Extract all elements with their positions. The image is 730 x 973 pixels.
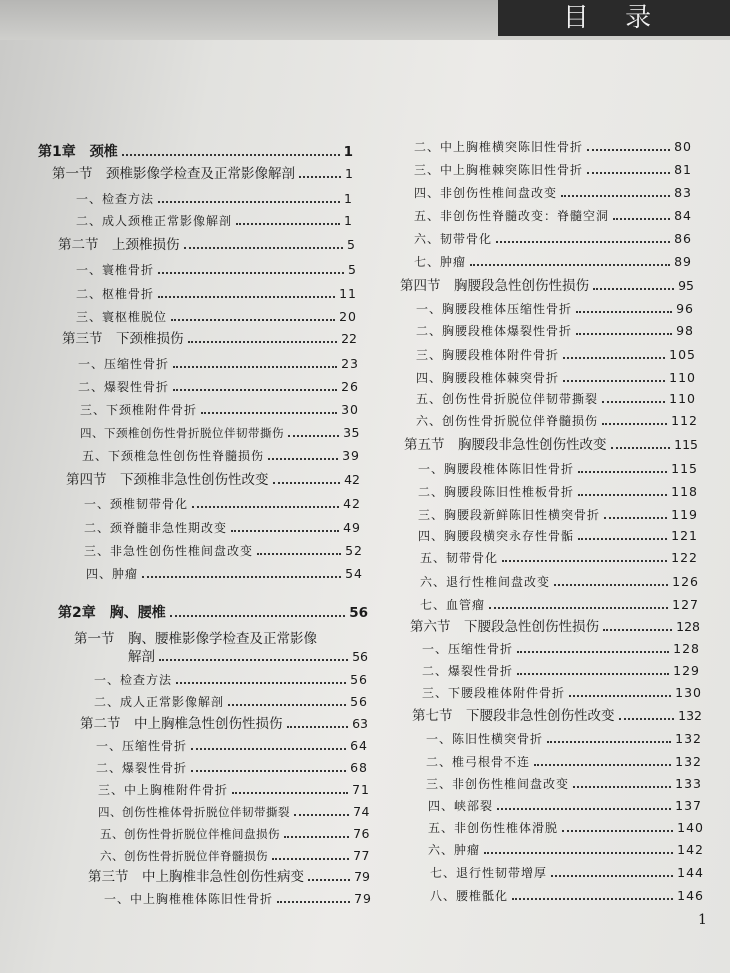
toc-section: 第二节 中上胸椎急性创伤性损伤 63 <box>80 716 368 732</box>
toc-item: 六、肿瘤 142 <box>428 842 704 857</box>
toc-section: 第四节 下颈椎非急性创伤性改变 42 <box>66 472 360 488</box>
toc-item: 三、非创伤性椎间盘改变 133 <box>426 776 702 791</box>
toc-section: 第三节 下颈椎损伤 22 <box>62 331 357 347</box>
toc-item: 一、中上胸椎椎体陈旧性骨折 79 <box>104 891 372 906</box>
toc-section: 第七节 下腰段非急性创伤性改变 132 <box>412 708 702 724</box>
toc-item: 二、胸腰段椎体爆裂性骨折 98 <box>416 323 694 338</box>
toc-item: 一、胸腰段椎体陈旧性骨折 115 <box>418 461 698 476</box>
toc-item: 二、成人正常影像解剖 56 <box>94 694 368 709</box>
toc-item: 一、检查方法 1 <box>76 191 353 206</box>
toc-item: 七、退行性韧带增厚 144 <box>430 865 704 880</box>
toc-section: 第一节 颈椎影像学检查及正常影像解剖 1 <box>52 166 353 182</box>
toc-item: 五、非创伤性椎体滑脱 140 <box>428 820 704 835</box>
toc-section: 第五节 胸腰段非急性创伤性改变 115 <box>404 437 698 453</box>
toc-item: 四、非创伤性椎间盘改变 83 <box>414 185 692 200</box>
toc-title: 目 录 <box>498 0 730 36</box>
toc-item: 四、胸腰段横突永存性骨骺 121 <box>418 528 698 543</box>
toc-item: 五、韧带骨化 122 <box>420 550 698 565</box>
toc-item: 八、腰椎骶化 146 <box>430 888 704 903</box>
toc-item: 二、爆裂性骨折 129 <box>422 663 700 678</box>
toc-item: 一、压缩性骨折 64 <box>96 738 368 753</box>
page-number: 1 <box>698 912 707 928</box>
toc-item: 四、下颈椎创伤性骨折脱位伴韧带撕伤 35 <box>80 425 360 440</box>
toc-item: 四、创伤性椎体骨折脱位伴韧带撕裂 74 <box>98 804 370 819</box>
toc-item: 五、下颈椎急性创伤性脊髓损伤 39 <box>82 448 360 463</box>
toc-item: 一、压缩性骨折 23 <box>78 356 359 371</box>
toc-item: 六、创伤性骨折脱位伴脊髓损伤 112 <box>416 413 698 428</box>
toc-item: 四、胸腰段椎体棘突骨折 110 <box>416 370 696 385</box>
toc-item: 二、中上胸椎横突陈旧性骨折 80 <box>414 139 692 154</box>
toc-item: 五、创伤性骨折脱位伴椎间盘损伤 76 <box>100 826 370 841</box>
toc-section: 第六节 下腰段急性创伤性损伤 128 <box>410 619 700 635</box>
toc-section: 第三节 中上胸椎非急性创伤性病变 79 <box>88 869 370 885</box>
toc-item: 三、中上胸椎附件骨折 71 <box>98 782 370 797</box>
toc-item: 二、胸腰段陈旧性椎板骨折 118 <box>418 484 698 499</box>
toc-item: 一、检查方法 56 <box>94 672 368 687</box>
toc-item: 五、非创伤性脊髓改变：脊髓空洞 84 <box>414 208 692 223</box>
toc-item: 六、创伤性骨折脱位伴脊髓损伤 77 <box>100 848 370 863</box>
toc-item: 三、寰枢椎脱位 20 <box>76 309 357 324</box>
toc-item: 三、下腰段椎体附件骨折 130 <box>422 685 702 700</box>
toc-item: 二、颈脊髓非急性期改变 49 <box>84 520 361 535</box>
toc-item: 二、爆裂性骨折 68 <box>96 760 368 775</box>
toc-item: 二、椎弓根骨不连 132 <box>426 754 702 769</box>
toc-item: 一、胸腰段椎体压缩性骨折 96 <box>416 301 694 316</box>
toc-item: 一、寰椎骨折 5 <box>76 262 357 277</box>
toc-item: 四、肿瘤 54 <box>86 566 363 581</box>
toc-item: 一、陈旧性横突骨折 132 <box>426 731 702 746</box>
toc-section: 第二节 上颈椎损伤 5 <box>58 237 355 253</box>
toc-item: 三、下颈椎附件骨折 30 <box>80 402 359 417</box>
toc-chapter-2: 第2章 胸、腰椎 56 <box>58 605 368 621</box>
toc-item: 三、胸腰段椎体附件骨折 105 <box>416 347 696 362</box>
toc-item: 三、非急性创伤性椎间盘改变 52 <box>84 543 363 558</box>
toc-section-line1: 第一节 胸、腰椎影像学检查及正常影像 <box>74 631 317 647</box>
toc-item: 七、血管瘤 127 <box>420 597 699 612</box>
toc-item: 一、颈椎韧带骨化 42 <box>84 496 361 511</box>
toc-item: 三、胸腰段新鲜陈旧性横突骨折 119 <box>418 507 698 522</box>
toc-item: 二、枢椎骨折 11 <box>76 286 357 301</box>
toc-item: 七、肿瘤 89 <box>414 254 692 269</box>
toc-item: 三、中上胸椎棘突陈旧性骨折 81 <box>414 162 692 177</box>
toc-item: 二、爆裂性骨折 26 <box>78 379 359 394</box>
toc-section: 解剖 56 <box>128 649 368 665</box>
toc-item: 四、峡部裂 137 <box>428 798 702 813</box>
toc-item: 一、压缩性骨折 128 <box>422 641 700 656</box>
toc-item: 六、韧带骨化 86 <box>414 231 692 246</box>
toc-item: 六、退行性椎间盘改变 126 <box>420 574 699 589</box>
toc-item: 二、成人颈椎正常影像解剖 1 <box>76 213 353 228</box>
toc-chapter-1: 第1章 颈椎 1 <box>38 144 353 160</box>
toc-item: 五、创伤性骨折脱位伴韧带撕裂 110 <box>416 391 696 406</box>
toc-section: 第四节 胸腰段急性创伤性损伤 95 <box>400 278 694 294</box>
